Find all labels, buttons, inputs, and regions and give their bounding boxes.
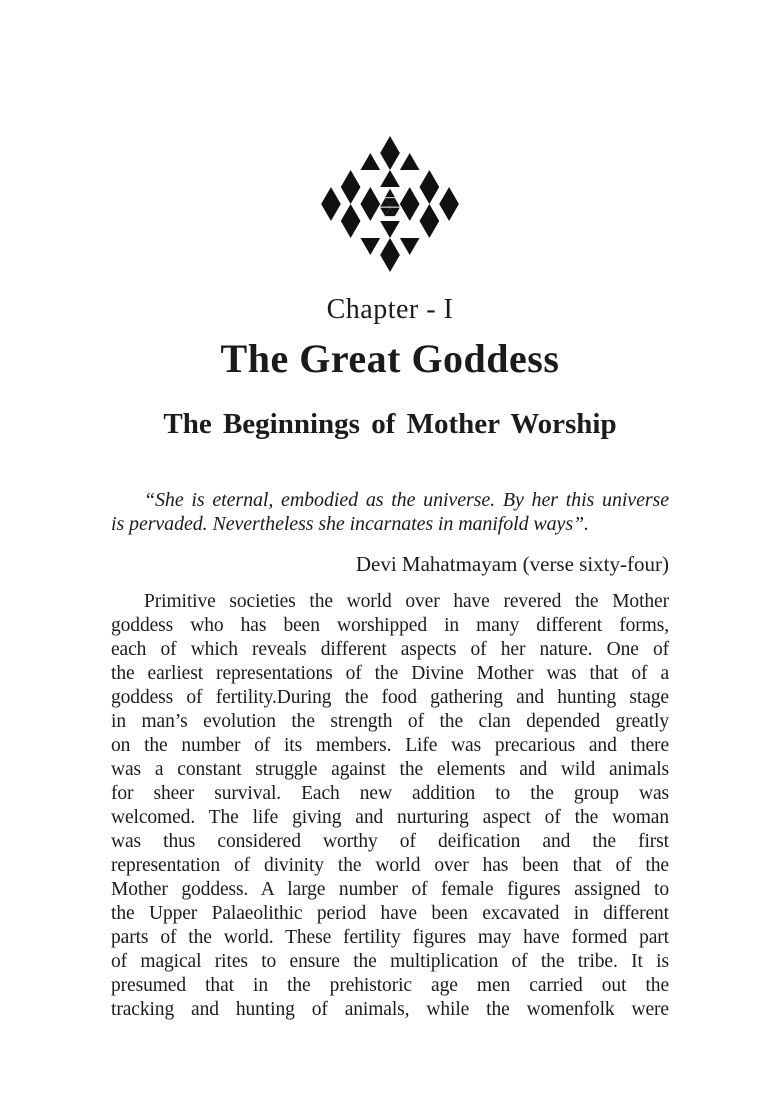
sri-yantra-ornament xyxy=(321,136,459,272)
body-line: Primitive societies the world over have revered the Mother xyxy=(144,591,669,612)
ornament-container xyxy=(0,0,780,272)
body-line: goddess who has been worshipped in many different forms, xyxy=(111,615,669,636)
body-line: the Upper Palaeolithic period have been excavated in different xyxy=(111,903,669,924)
quote-attribution: Devi Mahatmayam (verse sixty-four) xyxy=(355,552,669,576)
body-line: of magical rites to ensure the multiplication of the tribe. It is xyxy=(111,951,669,972)
body-line: on the number of its members. Life was precarious and there xyxy=(111,735,669,756)
body-line: each of which reveals different aspects of her nature. One of xyxy=(111,639,669,660)
body-line: representation of divinity the world over has been that of the xyxy=(111,855,669,876)
body-line: parts of the world. These fertility figures may have formed part xyxy=(111,927,669,948)
chapter-label: Chapter - I xyxy=(326,294,454,325)
quote-line: is pervaded. Nevertheless she incarnates in manifold ways”. xyxy=(111,513,589,535)
body-line: Mother goddess. A large number of female figures assigned to xyxy=(111,879,669,900)
page-content xyxy=(111,294,669,1022)
body-line: in man’s evolution the strength of the clan depended greatly xyxy=(111,711,669,732)
page-subtitle: The Beginnings of Mother Worship xyxy=(163,408,617,440)
body-line: presumed that in the prehistoric age men carried out the xyxy=(111,975,669,996)
body-line: welcomed. The life giving and nurturing aspect of the woman xyxy=(111,807,669,828)
quote-line: “She is eternal, embodied as the universe. By her this universe xyxy=(144,489,669,511)
body-paragraph xyxy=(111,590,669,1022)
body-line: was thus considered worthy of deification and the first xyxy=(111,831,669,852)
body-line: tracking and hunting of animals, while the womenfolk were xyxy=(111,999,669,1020)
body-line: the earliest representations of the Divine Mother was that of a xyxy=(111,663,669,684)
body-line: for sheer survival. Each new addition to the group was xyxy=(111,783,669,804)
body-line: was a constant struggle against the elements and wild animals xyxy=(111,759,669,780)
page-title: The Great Goddess xyxy=(220,336,560,381)
body-line: goddess of fertility.During the food gathering and hunting stage xyxy=(111,687,669,708)
quote-block xyxy=(111,488,669,536)
